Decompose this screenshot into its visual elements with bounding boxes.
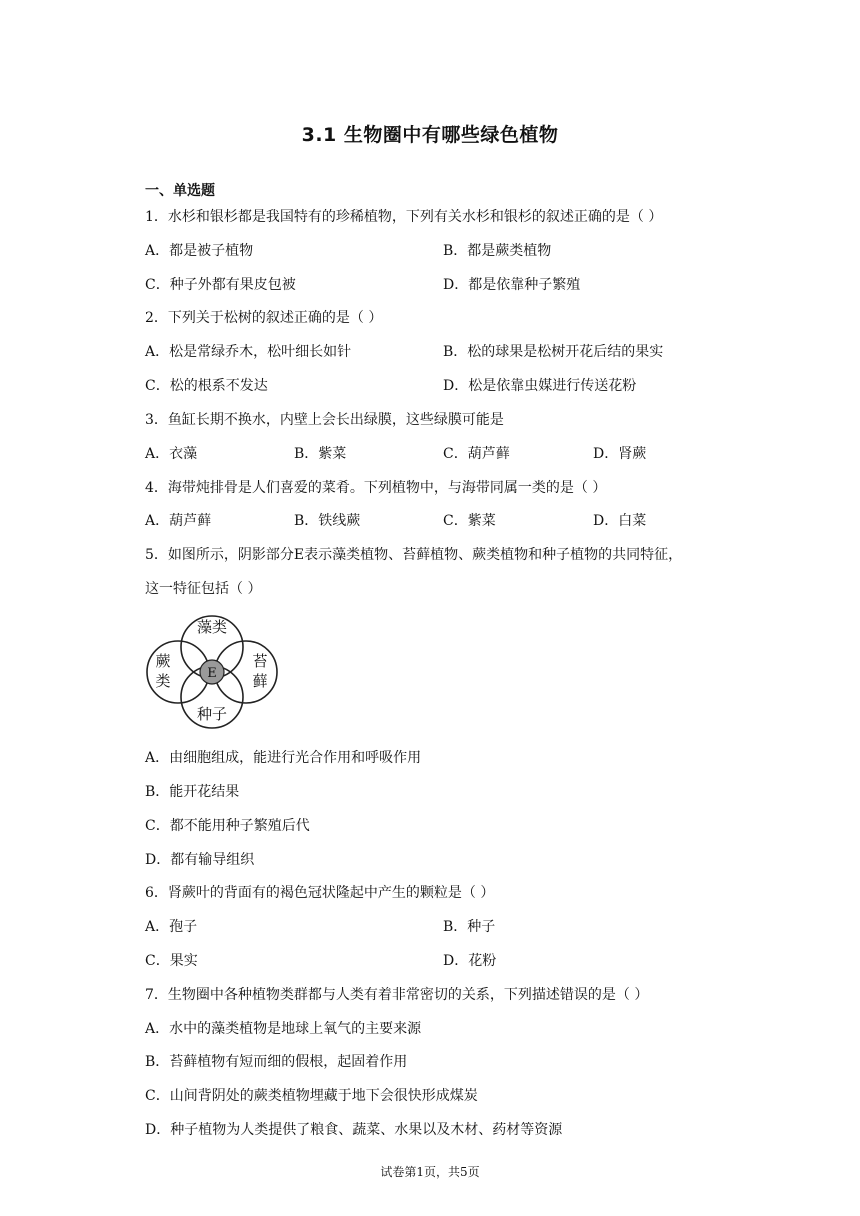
question-2-option-a: A．松是常绿乔木，松叶细长如针: [145, 344, 352, 360]
venn-diagram: [145, 612, 279, 732]
question-7-option-c: C．山间背阴处的蕨类植物埋藏于地下会很快形成煤炭: [145, 1088, 478, 1104]
question-4-option-a: A．葫芦藓: [145, 513, 212, 529]
question-1-option-c: C．种子外都有果皮包被: [145, 277, 296, 293]
question-3-option-b: B．紫菜: [294, 446, 347, 462]
question-6-option-c: C．果实: [145, 953, 198, 969]
venn-label-fern-1: 蕨: [155, 652, 171, 670]
question-6-option-d: D．花粉: [443, 953, 497, 969]
question-5-option-a: A．由细胞组成，能进行光合作用和呼吸作用: [145, 750, 422, 766]
question-6-stem: 6．肾蕨叶的背面有的褐色冠状隆起中产生的颗粒是（ ）: [145, 885, 495, 901]
question-6-option-a: A．孢子: [145, 919, 198, 935]
question-3-option-c: C．葫芦藓: [443, 446, 510, 462]
question-5-option-b: B．能开花结果: [145, 784, 240, 800]
question-4-option-d: D．白菜: [593, 513, 647, 529]
question-3-option-a: A．衣藻: [145, 446, 198, 462]
question-2-option-d: D．松是依靠虫媒进行传送花粉: [443, 378, 637, 394]
venn-label-moss-2: 藓: [252, 672, 268, 690]
question-1-option-d: D．都是依靠种子繁殖: [443, 277, 581, 293]
question-2-option-c: C．松的根系不发达: [145, 378, 268, 394]
venn-label-algae: 藻类: [196, 618, 228, 636]
question-2-stem: 2．下列关于松树的叙述正确的是（ ）: [145, 310, 383, 326]
question-5-stem-line-1: 5．如图所示，阴影部分E表示藻类植物、苔藓植物、蕨类植物和种子植物的共同特征，: [145, 547, 683, 563]
question-5-stem-line-2: 这一特征包括（ ）: [145, 581, 262, 597]
question-4-stem: 4．海带炖排骨是人们喜爱的菜肴。下列植物中，与海带同属一类的是（ ）: [145, 480, 607, 496]
question-1-stem: 1．水杉和银杉都是我国特有的珍稀植物，下列有关水杉和银杉的叙述正确的是（ ）: [145, 209, 663, 225]
question-1-option-b: B．都是蕨类植物: [443, 243, 552, 259]
question-2-option-b: B．松的球果是松树开花后结的果实: [443, 344, 664, 360]
question-5-option-d: D．都有输导组织: [145, 852, 255, 868]
venn-label-moss-1: 苔: [252, 652, 268, 670]
venn-label-seed: 种子: [196, 705, 228, 723]
question-7-option-d: D．种子植物为人类提供了粮食、蔬菜、水果以及木材、药材等资源: [145, 1122, 563, 1138]
question-3-stem: 3．鱼缸长期不换水，内壁上会长出绿膜，这些绿膜可能是: [145, 412, 504, 428]
question-3-option-d: D．肾蕨: [593, 446, 647, 462]
question-4-option-b: B．铁线蕨: [294, 513, 361, 529]
question-7-option-b: B．苔藓植物有短而细的假根，起固着作用: [145, 1054, 408, 1070]
question-4-option-c: C．紫菜: [443, 513, 496, 529]
page-title: 3.1 生物圈中有哪些绿色植物: [301, 124, 559, 146]
question-6-option-b: B．种子: [443, 919, 496, 935]
section-heading: 一、单选题: [145, 183, 215, 199]
venn-label-e: E: [207, 666, 217, 681]
question-7-option-a: A．水中的藻类植物是地球上氧气的主要来源: [145, 1021, 422, 1037]
question-1-option-a: A．都是被子植物: [145, 243, 254, 259]
venn-label-fern-2: 类: [155, 672, 171, 690]
question-7-stem: 7．生物圈中各种植物类群都与人类有着非常密切的关系，下列描述错误的是（ ）: [145, 987, 649, 1003]
question-5-option-c: C．都不能用种子繁殖后代: [145, 818, 310, 834]
page-footer: 试卷第1页，共5页: [380, 1165, 480, 1179]
